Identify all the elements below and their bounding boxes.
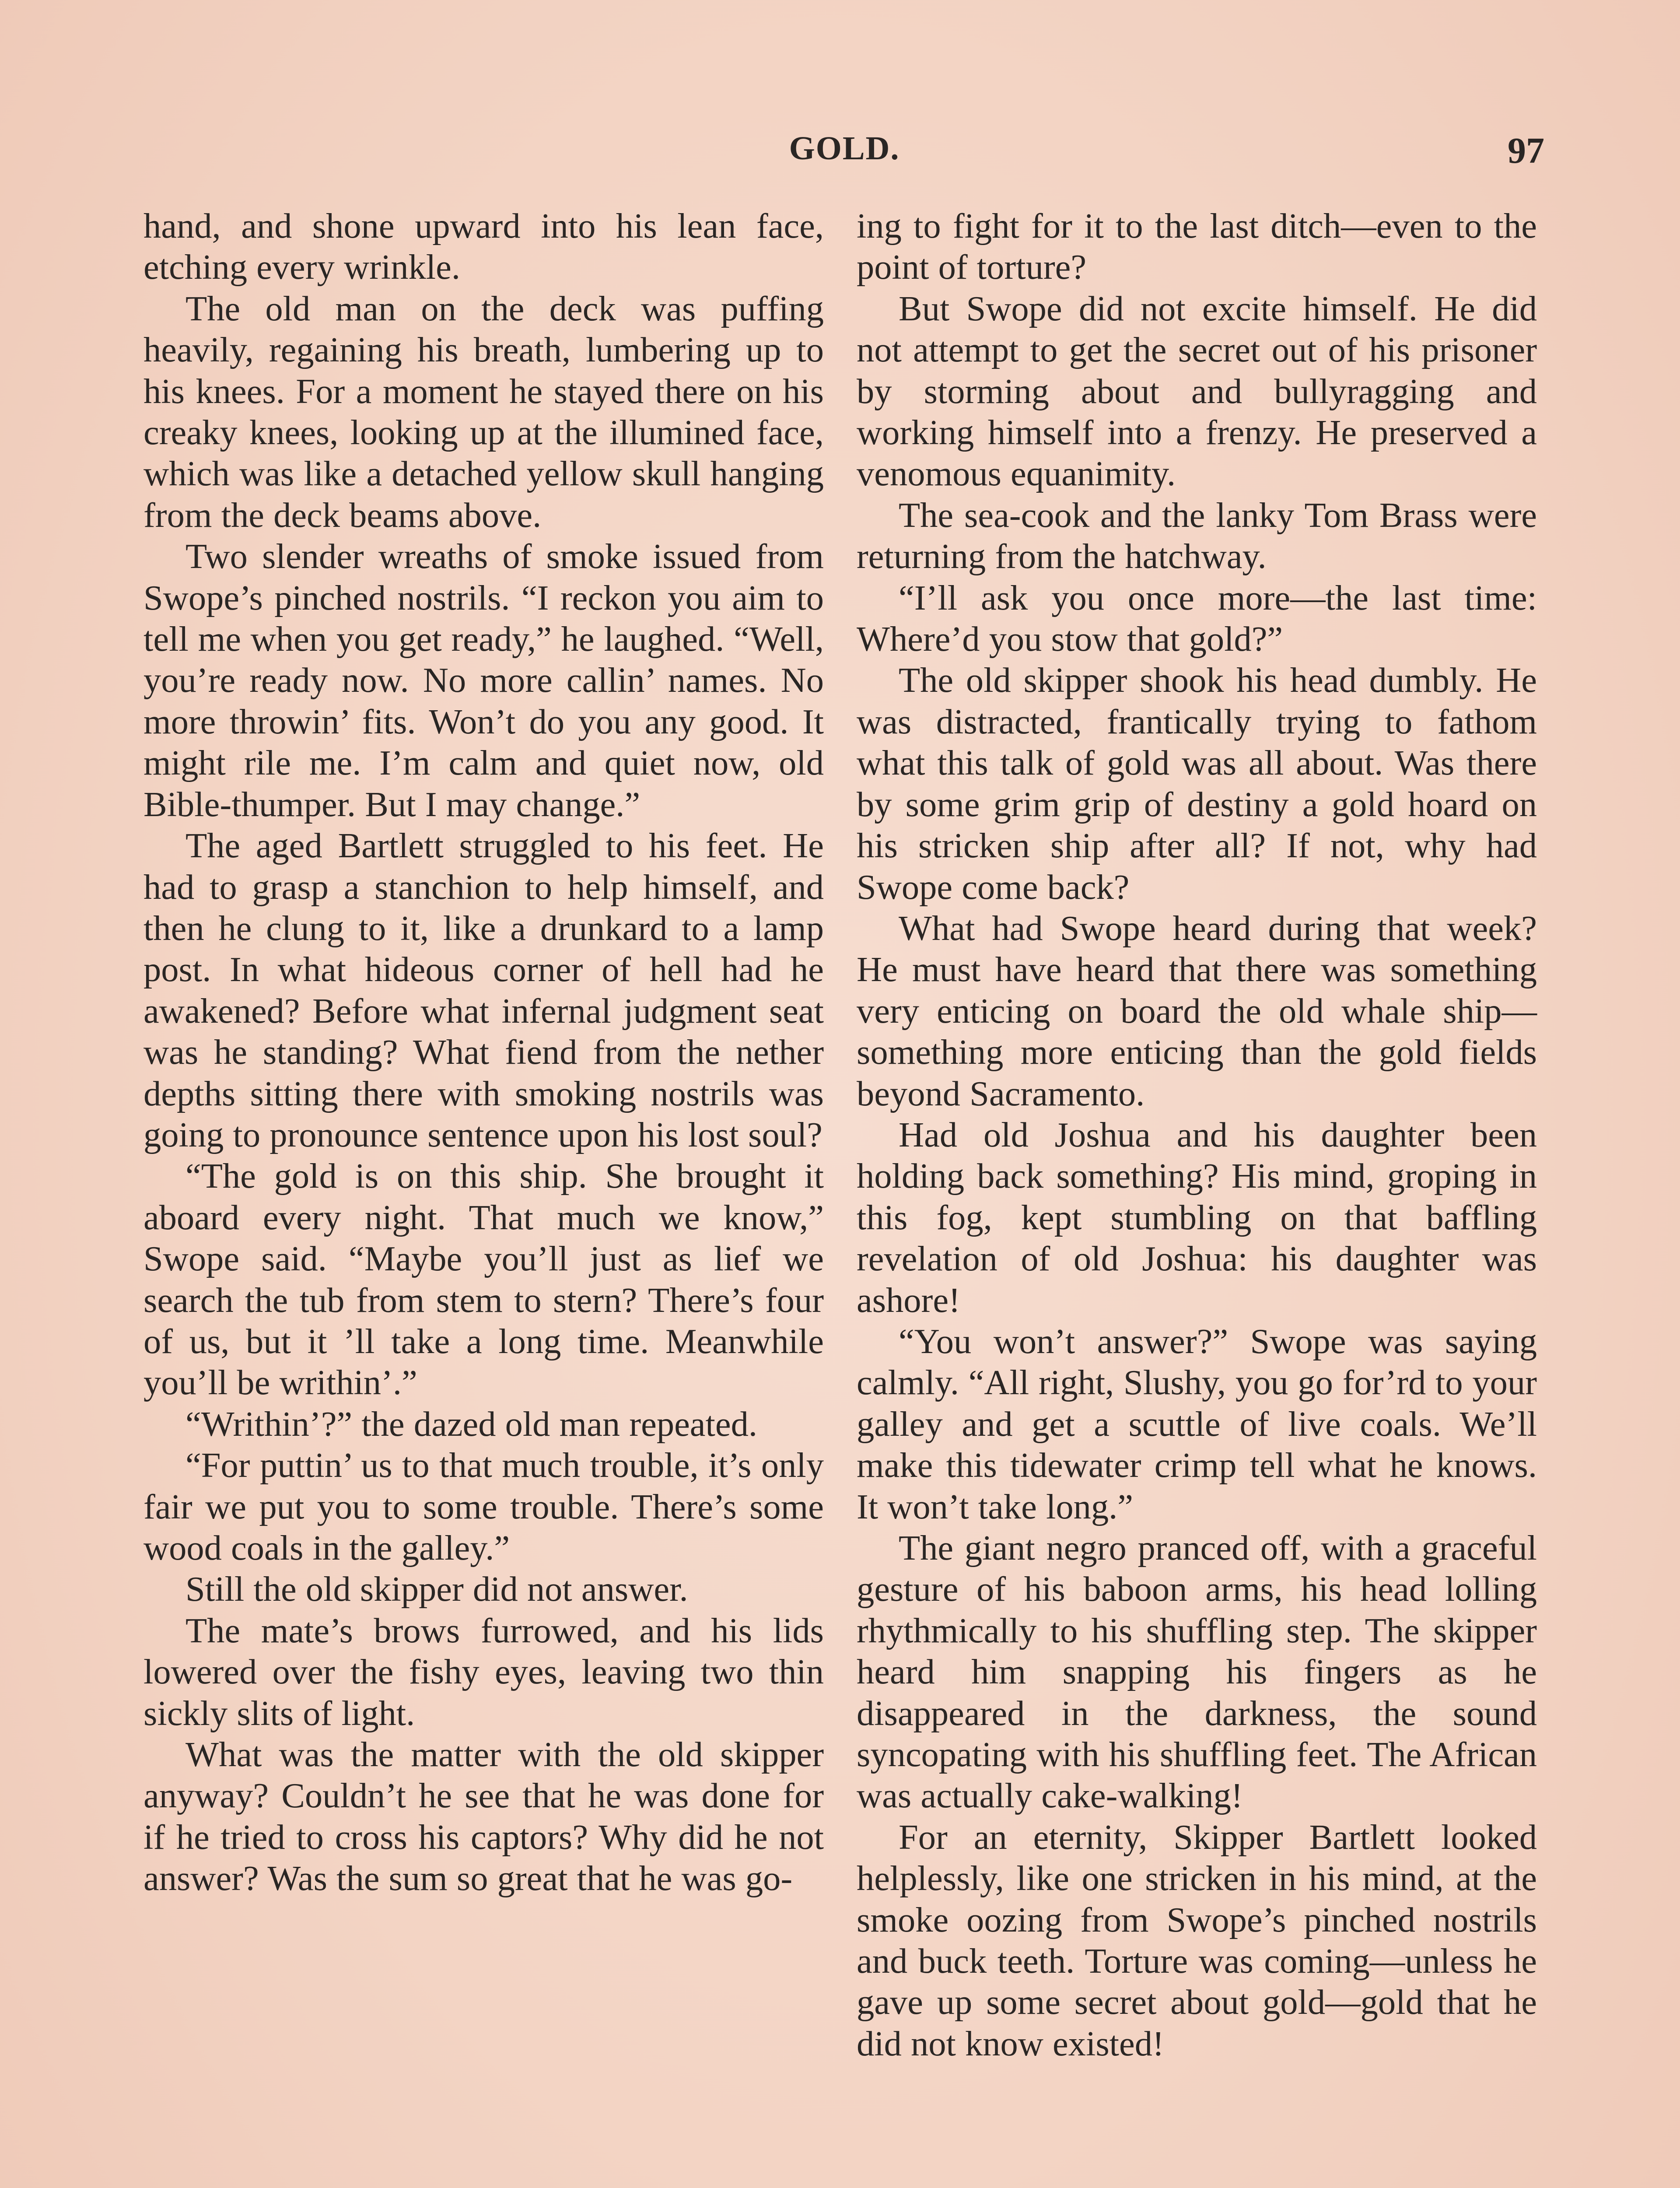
- paragraph: “Writhin’?” the dazed old man repeated.: [186, 1404, 757, 1444]
- left-column: [144, 206, 824, 2188]
- paragraph: “I’ll ask you once more—the last time: Where’d you stow that gold?”: [857, 578, 1537, 659]
- paragraph: Two slender wreaths of smoke issued from Swope’s pinched nostrils. “I reckon you aim to tell me when you get ready,” he laughed. “Well, you’re ready now. No more callin’ names. No more throwin’ fits. Won’t do you any good. It might rile me. I’m calm and quiet now, old Bible-thumper. But I may change.”: [144, 537, 824, 824]
- page-number: 97: [1508, 130, 1544, 171]
- paragraph: The old man on the deck was puffing heavily, regaining his breath, lumbering up to his knees. For a moment he stayed there on his creaky knees, looking up at the illumined face, which was like a detached yellow skull hanging from the deck beams above.: [144, 289, 824, 535]
- paragraph: What was the matter with the old skipper anyway? Couldn’t he see that he was done for if he tried to cross his captors? Why did he not answer? Was the sum so great that he was go-: [144, 1735, 824, 1898]
- paragraph: “You won’t answer?” Swope was saying calmly. “All right, Slushy, you go for’rd to your galley and get a scuttle of live coals. We’ll make this tidewater crimp tell what he knows. It won’t take long.”: [857, 1322, 1537, 1526]
- paragraph: “For puttin’ us to that much trouble, it’s only fair we put you to some trouble. There’s some wood coals in the galley.”: [144, 1446, 824, 1567]
- paragraph: hand, and shone upward into his lean face, etching every wrinkle.: [144, 207, 824, 287]
- right-column: [857, 206, 1537, 2188]
- paragraph: ing to fight for it to the last ditch—even to the point of torture?: [857, 207, 1537, 287]
- paragraph: The mate’s brows furrowed, and his lids lowered over the fishy eyes, leaving two thin sickly slits of light.: [144, 1611, 824, 1733]
- paragraph: The old skipper shook his head dumbly. He was distracted, frantically trying to fathom what this talk of gold was all about. Was there by some grim grip of destiny a gold hoard on his stricken ship after all? If not, why had Swope come back?: [857, 661, 1537, 907]
- paragraph: The sea-cook and the lanky Tom Brass were returning from the hatchway.: [857, 495, 1537, 576]
- paragraph: The aged Bartlett struggled to his feet. He had to grasp a stanchion to help himself, and then he clung to it, like a drunkard to a lamp post. In what hideous corner of hell had he awakened? Before what infernal judgment seat was he standing? What fiend from the nether depths sitting there with smoking nostrils was going to pronounce sentence upon his lost soul?: [144, 826, 824, 1154]
- running-head: [144, 130, 1544, 178]
- paragraph: The giant negro pranced off, with a graceful gesture of his baboon arms, his head lolling rhythmically to his shuffling step. The skipper heard him snapping his fingers as he disappeared in the darkness, the sound syncopating with his shuffling feet. The African was actually cake-walking!: [857, 1529, 1537, 1816]
- paragraph: What had Swope heard during that week? He must have heard that there was something very enticing on board the old whale ship—something more enticing than the gold fields beyond Sacramento.: [857, 908, 1537, 1113]
- paragraph: Had old Joshua and his daughter been holding back something? His mind, groping in this fog, kept stumbling on that baffling revelation of old Joshua: his daughter was ashore!: [857, 1115, 1537, 1320]
- paragraph: “The gold is on this ship. She brought it aboard every night. That much we know,” Swope said. “Maybe you’ll just as lief we search the tub from stem to stern? There’s four of us, but it ’ll take a long time. Meanwhile you’ll be writhin’.”: [144, 1157, 824, 1403]
- running-title: GOLD.: [789, 130, 900, 167]
- paragraph: But Swope did not excite himself. He did not attempt to get the secret out of his prisoner by storming about and bullyragging and working himself into a frenzy. He preserved a venomous equanimity.: [857, 289, 1537, 494]
- paragraph: For an eternity, Skipper Bartlett looked helplessly, like one stricken in his mind, at the smoke oozing from Swope’s pinched nostrils and buck teeth. Torture was coming—unless he gave up some secret about gold—gold that he did not know existed!: [857, 1817, 1537, 2063]
- paragraph: Still the old skipper did not answer.: [186, 1570, 688, 1609]
